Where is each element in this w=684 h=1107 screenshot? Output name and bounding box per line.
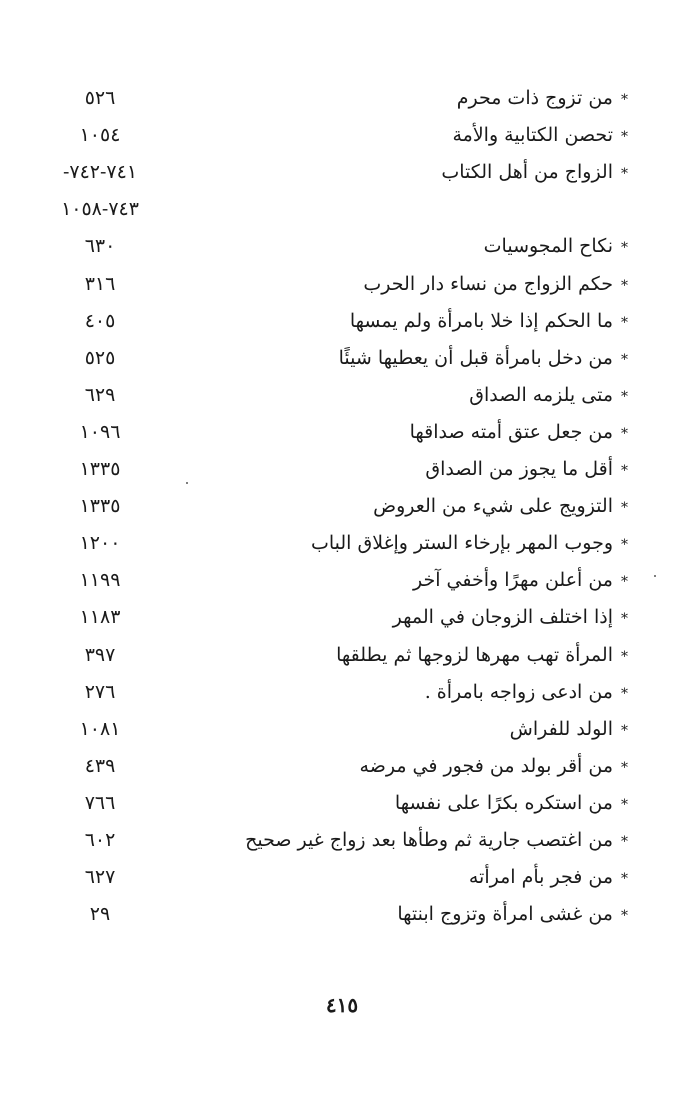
- index-entry: [0, 598, 684, 636]
- entry-title-text: حكم الزواج من نساء دار الحرب: [363, 272, 613, 295]
- scan-speck: [654, 575, 656, 577]
- entry-title: [425, 450, 628, 488]
- index-entry: [0, 710, 684, 748]
- index-entry: [0, 413, 684, 451]
- entry-title: [457, 79, 628, 117]
- bullet-icon: *: [621, 240, 628, 257]
- entry-pages: ٦٢٩: [84, 383, 116, 406]
- entry-pages: ٦٣٠: [84, 235, 116, 258]
- entry-pages: ١٠٥٤: [79, 124, 121, 147]
- entry-title-text: من اغتصب جارية ثم وطأها بعد زواج غير صحيح: [245, 829, 613, 851]
- entry-title: [360, 747, 628, 785]
- entry-title: [311, 524, 628, 562]
- entry-title-text: التزويج على شيء من العروض: [373, 495, 613, 518]
- index-entry: [0, 747, 684, 785]
- index-entry: [0, 524, 684, 562]
- entry-title: [410, 413, 628, 451]
- bullet-icon: *: [621, 92, 628, 108]
- entry-title-text: من غشى امرأة وتزوج ابنتها: [397, 903, 613, 926]
- bullet-icon: *: [621, 463, 628, 479]
- index-entry: [0, 450, 684, 488]
- entry-title-text: من أعلن مهرًا وأخفي آخر: [412, 569, 613, 592]
- entry-title: [245, 821, 628, 859]
- entry-pages: ٧٦٦: [84, 791, 116, 814]
- entry-title: [395, 784, 628, 822]
- entry-title-text: من دخل بامرأة قبل أن يعطيها شيئًا: [338, 346, 613, 369]
- page-number: ٤١٥: [325, 993, 359, 1017]
- bullet-icon: *: [621, 796, 628, 813]
- entry-pages: ٢٧٦: [84, 680, 116, 703]
- index-entry: [0, 116, 684, 154]
- entry-title-text: من تزوج ذات محرم: [456, 87, 613, 109]
- index-entry: [0, 339, 684, 377]
- bullet-icon: *: [621, 425, 628, 442]
- entry-title: [425, 673, 628, 711]
- bullet-icon: *: [621, 722, 628, 739]
- bullet-icon: *: [621, 574, 628, 591]
- entry-title-text: من ادعى زواجه بامرأة .: [424, 680, 613, 703]
- entry-title: [441, 153, 628, 191]
- index-entry: [0, 376, 684, 414]
- entry-title: [397, 895, 628, 933]
- index-entry: [0, 561, 684, 599]
- index-entry: [0, 227, 684, 265]
- index-entry: [0, 895, 684, 933]
- index-entry: [0, 79, 684, 117]
- entry-pages: ١١٩٩: [79, 569, 121, 592]
- entry-title-text: الولد للفراش: [509, 717, 613, 740]
- entry-pages: ١٠٨١: [79, 717, 121, 740]
- entry-title: [510, 710, 628, 748]
- entry-title-text: وجوب المهر بإرخاء الستر وإغلاق الباب: [310, 532, 613, 555]
- entry-title-text: متى يلزمه الصداق: [469, 383, 613, 406]
- entry-title: [339, 339, 628, 377]
- bullet-icon: *: [621, 351, 628, 368]
- entry-pages: ١٠٩٦: [79, 420, 121, 443]
- bullet-icon: *: [621, 277, 628, 294]
- entry-title-text: تحصن الكتابية والأمة: [452, 124, 613, 147]
- entry-pages: ١١٨٣: [79, 606, 121, 629]
- entry-title: [336, 636, 628, 674]
- entry-pages: ٥٢٦: [84, 87, 116, 109]
- bullet-icon: *: [621, 834, 628, 850]
- index-entry: [0, 821, 684, 859]
- index-entry: [0, 636, 684, 674]
- index-entry: [0, 673, 684, 711]
- entry-pages: ١٢٠٠: [79, 532, 121, 555]
- entry-title-text: إذا اختلف الزوجان في المهر: [392, 606, 613, 629]
- entry-title: [413, 561, 628, 599]
- index-entry: [0, 153, 684, 191]
- index-entry: [0, 302, 684, 340]
- entry-pages: ٣١٦: [84, 272, 116, 295]
- entry-pages-continuation: ٧٤٣-١٠٥٨: [61, 198, 139, 221]
- entry-title-text: ما الحكم إذا خلا بامرأة ولم يمسها: [349, 309, 613, 332]
- entry-title: [350, 302, 628, 340]
- entry-pages: ٥٢٥: [84, 346, 116, 369]
- entry-title-text: من استكره بكرًا على نفسها: [394, 791, 613, 814]
- entry-title: [469, 376, 628, 414]
- bullet-icon: *: [621, 685, 628, 702]
- entry-pages: ٤٣٩: [84, 754, 116, 777]
- bullet-icon: *: [621, 166, 628, 183]
- bullet-icon: *: [621, 129, 628, 146]
- entry-title-text: الزواج من أهل الكتاب: [441, 161, 613, 184]
- entry-pages: ١٣٣٥: [79, 458, 121, 480]
- bullet-icon: *: [621, 648, 628, 665]
- index-entry: [0, 784, 684, 822]
- entry-title: [373, 487, 628, 525]
- index-entry: [0, 858, 684, 896]
- bullet-icon: *: [621, 908, 628, 925]
- bullet-icon: *: [621, 537, 628, 554]
- bullet-icon: *: [621, 388, 628, 405]
- entry-title-text: أقل ما يجوز من الصداق: [425, 458, 613, 480]
- entry-title: [393, 598, 628, 636]
- bullet-icon: *: [621, 314, 628, 331]
- index-entry: [0, 265, 684, 303]
- entry-title: [484, 227, 628, 265]
- index-entry: [0, 487, 684, 525]
- entry-title-text: نكاح المجوسيات: [483, 235, 613, 258]
- bullet-icon: *: [621, 500, 628, 517]
- entry-title-text: من فجر بأم امرأته: [468, 866, 613, 889]
- entry-pages: ٢٩: [89, 903, 111, 926]
- entry-pages: ١٣٣٥: [79, 495, 121, 518]
- entry-pages: ٣٩٧: [84, 643, 116, 666]
- scan-speck: [186, 482, 188, 484]
- bullet-icon: *: [621, 759, 628, 776]
- entry-title: [363, 265, 628, 303]
- entry-pages: ٧٤١-٧٤٢-: [62, 161, 138, 184]
- entry-pages: ٦٢٧: [84, 866, 116, 889]
- entry-pages: ٤٠٥: [84, 309, 116, 332]
- entry-title: [452, 116, 628, 154]
- bullet-icon: *: [621, 871, 628, 888]
- entry-title: [469, 858, 628, 896]
- bullet-icon: *: [621, 611, 628, 628]
- entry-title-text: من جعل عتق أمته صداقها: [409, 420, 613, 443]
- entry-title-text: المرأة تهب مهرها لزوجها ثم يطلقها: [336, 643, 613, 666]
- entry-pages: ٦٠٢: [84, 829, 116, 851]
- entry-title-text: من أقر بولد من فجور في مرضه: [359, 754, 613, 777]
